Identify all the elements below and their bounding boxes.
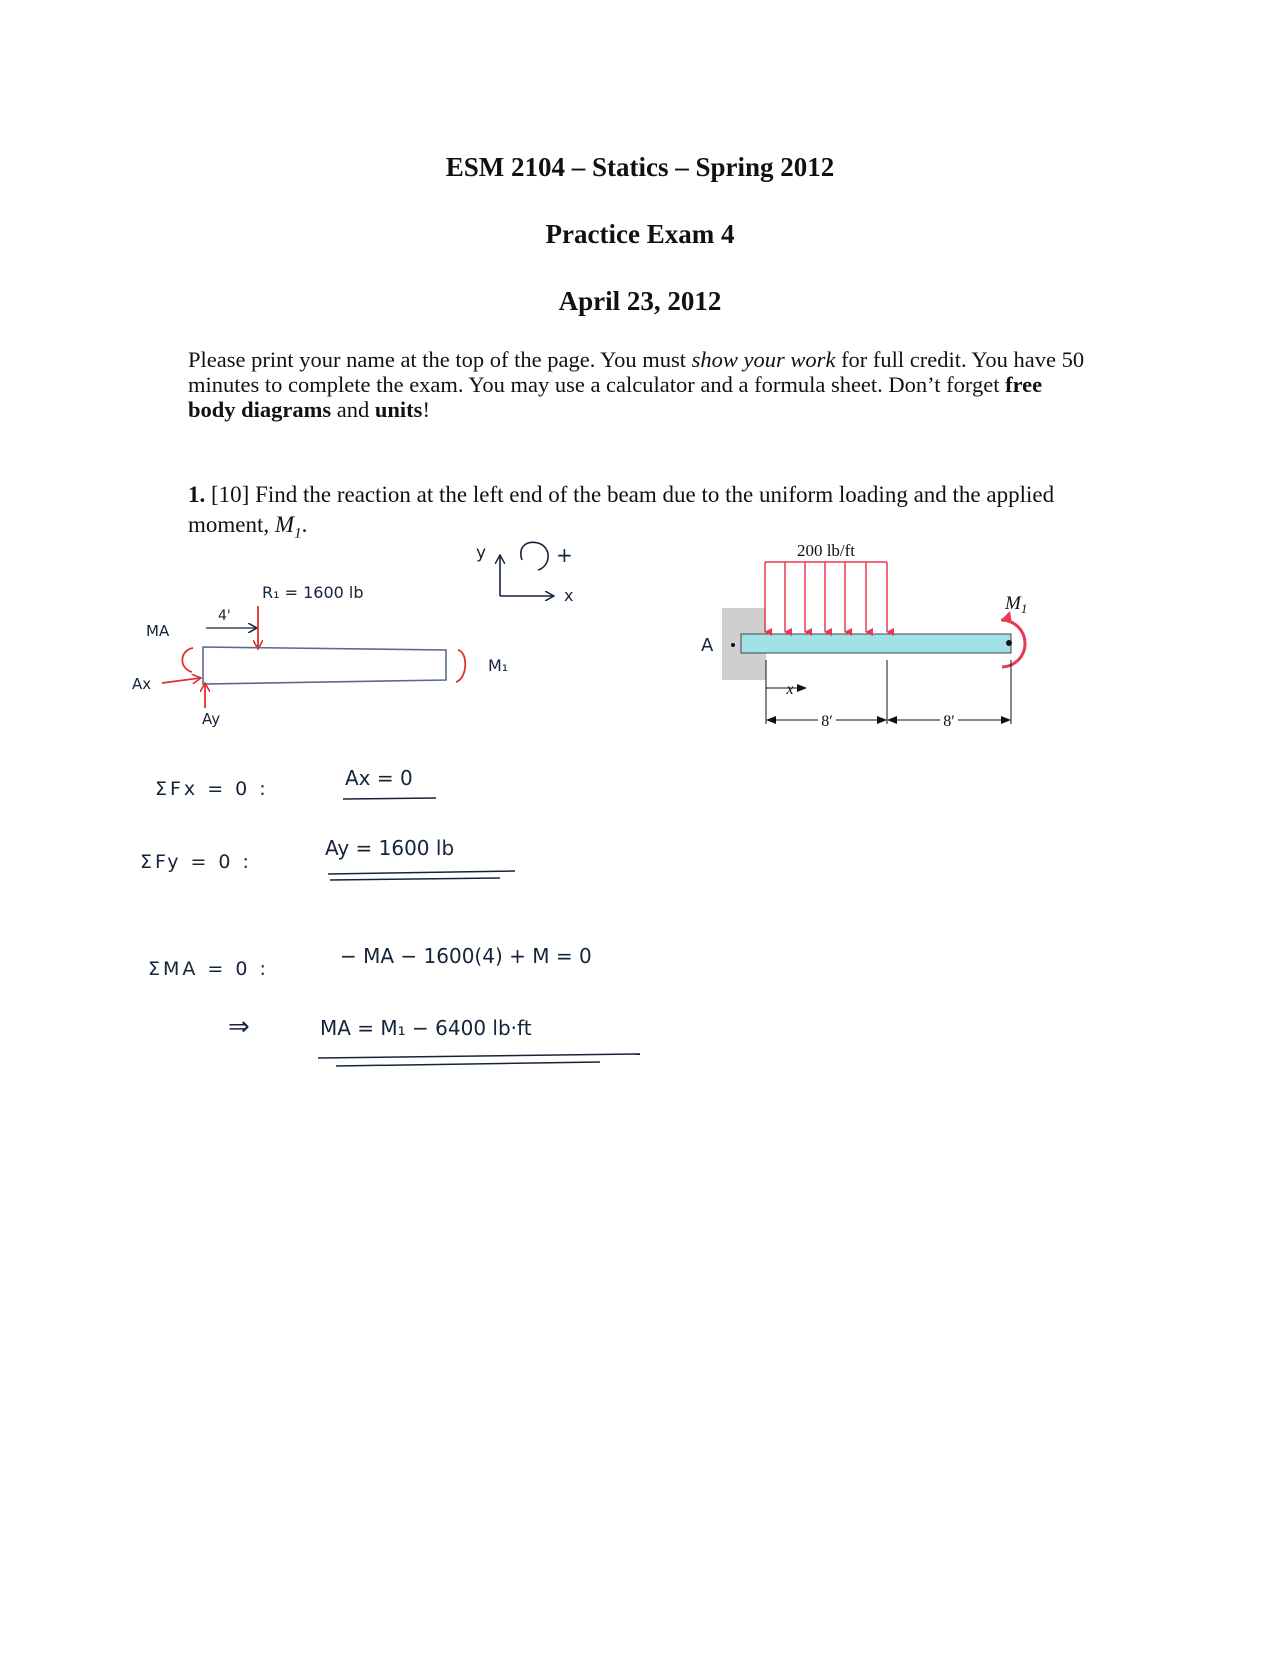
axes-y-label: y	[476, 543, 487, 563]
ma-label: MA	[146, 622, 170, 640]
eq-fx-rhs: Ax = 0	[345, 766, 413, 790]
ccw-sign-icon	[521, 542, 548, 570]
m1-label: M₁	[488, 656, 509, 675]
r1-label: R₁ = 1600 lb	[262, 583, 364, 602]
dim-label-right: 8′	[943, 713, 955, 730]
result-underline-2	[336, 1062, 600, 1066]
instr-part4: !	[422, 397, 430, 422]
question-moment-symbol: M	[274, 512, 295, 537]
eq-fy-underline-1	[328, 871, 515, 874]
instr-emphasis: show your work	[691, 347, 836, 372]
instr-part1: Please print your name at the top of the page. You must	[188, 347, 692, 372]
instr-bold-fbd: free body diagrams	[188, 372, 1043, 422]
eq-ma-lhs: ΣMA = 0 :	[148, 958, 269, 980]
m1-arrow-icon	[456, 650, 465, 682]
eq-fy-rhs: Ay = 1600 lb	[325, 836, 455, 860]
result-equation: MA = M₁ − 6400 lb·ft	[320, 1016, 532, 1040]
axes-x-label: x	[564, 586, 574, 605]
moment-label-sub: 1	[1020, 601, 1028, 616]
exam-date: April 23, 2012	[558, 286, 722, 316]
eq-ma-rhs: − MA − 1600(4) + M = 0	[340, 944, 592, 968]
moment-label-symbol: M	[1005, 593, 1021, 614]
sketch-beam	[203, 647, 446, 684]
instr-part3: and	[331, 397, 375, 422]
eq-fx-underline	[343, 798, 436, 799]
x-label: x	[786, 681, 794, 698]
question-text: [10] Find the reaction at the left end of the beam due to the uniform loading and the applied moment,	[188, 482, 1055, 537]
distance-label: 4'	[218, 608, 231, 624]
instr-bold-units: units	[374, 397, 423, 422]
question-number: 1.	[188, 482, 206, 507]
ma-arrow-icon	[182, 648, 193, 672]
page-title: ESM 2104 – Statics – Spring 2012	[445, 152, 835, 182]
implies-arrow: ⇒	[228, 1012, 250, 1042]
dim-label-left: 8′	[821, 713, 833, 730]
ax-arrow	[162, 678, 200, 683]
ay-label: Ay	[202, 710, 221, 728]
question-moment-sub: 1	[294, 525, 302, 542]
eq-fy-lhs: ΣFy = 0 :	[140, 851, 252, 873]
eq-fy-underline-2	[330, 878, 500, 880]
instr-part2: for full credit. You have 50 minutes to complete the exam. You may use a calculator and a formula sheet. Don’t forget	[188, 347, 1085, 397]
eq-fx-lhs: ΣFx = 0 :	[155, 778, 269, 800]
ax-label: Ax	[132, 675, 152, 693]
exam-subtitle: Practice Exam 4	[545, 219, 735, 249]
support-label: A	[701, 635, 714, 656]
load-label: 200 lb/ft	[796, 541, 856, 560]
axes-plus: +	[556, 543, 573, 567]
question-end: .	[301, 512, 308, 537]
result-underline-1	[318, 1054, 640, 1058]
